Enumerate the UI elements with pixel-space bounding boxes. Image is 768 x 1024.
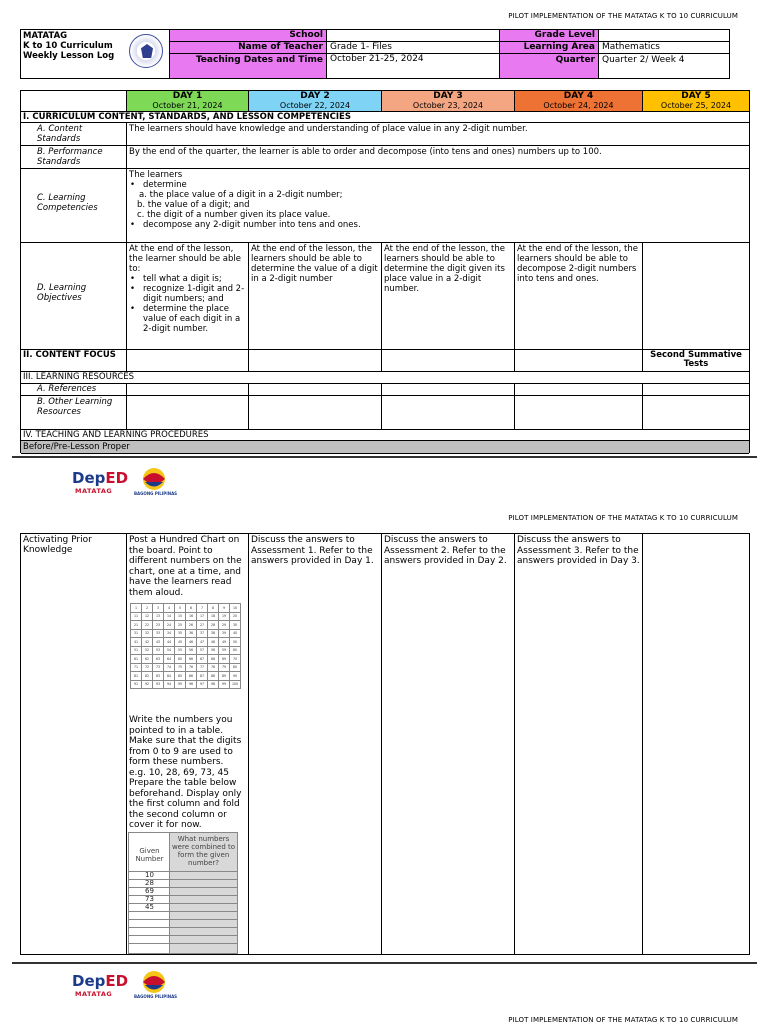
bagong-pilipinas-icon: [136, 465, 172, 491]
day5-header: DAY 5 October 25, 2024: [643, 91, 749, 112]
given-number-value: 69: [145, 887, 154, 895]
day2-header: DAY 2 October 22, 2024: [249, 91, 382, 112]
competencies-label: C. Learning Competencies: [21, 169, 127, 243]
objectives-day3: At the end of the lesson, the learners should be able to determine the digit given its place value in a 2-digit number.: [382, 243, 515, 350]
competencies-text: The learners • determine a. the place value of a digit in a 2-digit number; b. the value of a digit; and c. the digit of a number given its place value. • decompose any 2-digit number into tens and ones.: [127, 169, 749, 243]
pilot-note-3: PILOT IMPLEMENTATION OF THE MATATAG K TO 10 CURRICULUM: [508, 1016, 738, 1024]
given-number-value: 28: [145, 879, 154, 887]
performance-standards-label: B. Performance Standards: [21, 146, 127, 169]
pilot-note-2: PILOT IMPLEMENTATION OF THE MATATAG K TO 10 CURRICULUM: [508, 514, 738, 522]
dates-value: October 21-25, 2024: [330, 54, 424, 64]
apk-day4: Discuss the answers to Assessment 3. Refer to the answers provided in Day 3.: [515, 534, 643, 955]
apk-day3: Discuss the answers to Assessment 2. Refer to the answers provided in Day 2.: [382, 534, 515, 955]
footer-rule: [12, 456, 757, 458]
quarter-label: Quarter: [499, 54, 599, 78]
grade-value: [599, 30, 729, 42]
objectives-label: D. Learning Objectives: [21, 243, 127, 350]
teacher-value: Grade 1- Files: [327, 42, 499, 54]
given-number-value: 73: [145, 895, 154, 903]
performance-standards-text: By the end of the quarter, the learner is able to order and decompose (into tens and ones) numbers up to 100.: [127, 146, 749, 169]
content-focus-label: II. CONTENT FOCUS: [21, 350, 127, 372]
teacher-label: Name of Teacher: [169, 42, 327, 54]
bagong-pilipinas-icon: [136, 968, 172, 994]
deped-matatag-logo: DepED MATATAG BAGONG PILIPINAS: [72, 463, 192, 499]
grade-label: Grade Level: [499, 30, 599, 42]
deped-matatag-logo-2: DepED MATATAG BAGONG PILIPINAS: [72, 966, 192, 1002]
references-label: A. References: [21, 384, 127, 396]
objectives-day5: [643, 243, 749, 350]
before-lesson-row: Before/Pre-Lesson Proper: [21, 441, 749, 454]
area-label: Learning Area: [499, 42, 599, 54]
deped-wordmark: DepED: [72, 469, 129, 487]
school-value: [327, 30, 499, 42]
deped-seal-icon: [129, 34, 163, 68]
given-number-value: 10: [145, 871, 154, 879]
day5-content-focus: Second Summative Tests: [643, 350, 749, 372]
dates-label: Teaching Dates and Time: [169, 54, 327, 78]
given-number-table-image: Given Number What numbers were combined to form the given number? 10 28 69 73 45: [128, 832, 238, 954]
day3-header: DAY 3 October 23, 2024: [382, 91, 515, 112]
area-value: Mathematics: [599, 42, 729, 54]
content-standards-label: A. Content Standards: [21, 123, 127, 146]
pilot-note: PILOT IMPLEMENTATION OF THE MATATAG K TO 10 CURRICULUM: [508, 12, 738, 20]
quarter-value: Quarter 2/ Week 4: [602, 55, 685, 65]
lesson-log-table: [20, 90, 750, 453]
day1-header: DAY 1 October 21, 2024: [127, 91, 249, 112]
content-standards-text: The learners should have knowledge and understanding of place value in any 2-digit number.: [127, 123, 749, 146]
objectives-day2: At the end of the lesson, the learners should be able to determine the value of a digit in a 2-digit number: [249, 243, 382, 350]
hundred-chart-image: 1 2 3 4 5 6 7 8 9 10 11 12 13 14 15 16 17 18 19 20 21 22 23 24 25 26 27 28 29 30 31 32 33 34 35 36 37 38 39 40 41 42 43 44 45 46 47 48 49 50 51 52 53 54 55 56 57 58 59 60 61 62 63 64 65 66 67 68 69 70 71 72 73 74 75 76 77 78 79 80 81 82 83 84 85 86 87 88 89 90 91 92 93 94 95 96 97 98 99 100: [130, 603, 241, 689]
deped-wordmark: DepED: [72, 972, 129, 990]
section-4-heading: IV. TEACHING AND LEARNING PROCEDURES: [21, 430, 749, 441]
school-label: School: [169, 30, 327, 42]
objectives-day4: At the end of the lesson, the learners should be able to decompose 2-digit numbers into tens and ones.: [515, 243, 643, 350]
footer-rule-2: [12, 962, 757, 964]
section-1-heading: I. CURRICULUM CONTENT, STANDARDS, AND LESSON COMPETENCIES: [21, 112, 749, 123]
given-number-value: 45: [145, 903, 154, 911]
apk-day2: Discuss the answers to Assessment 1. Refer to the answers provided in Day 1.: [249, 534, 382, 955]
corner-cell: [21, 91, 127, 112]
objectives-day1: At the end of the lesson, the learner should be able to: • tell what a digit is; • recognize 1-digit and 2-digit numbers; and • determine the place value of each digit in a 2-digit number.: [127, 243, 249, 350]
header-title: MATATAG K to 10 Curriculum Weekly Lesson Log: [23, 31, 115, 61]
other-resources-label: B. Other Learning Resources: [21, 396, 127, 430]
day4-header: DAY 4 October 24, 2024: [515, 91, 643, 112]
header-block: [20, 29, 730, 79]
apk-day1: Post a Hundred Chart on the board. Point to different numbers on the chart, one at a time, and have the learners read them aloud. Write the numbers you pointed to in a table. Make sure that the digits from 0 to 9 are used to form these numbers. e.g. 10, 28, 69, 73, 45 Prepare the table below beforehand. Display only the first column and fold the second column or cover it for now.: [127, 534, 249, 955]
section-3-heading: III. LEARNING RESOURCES: [21, 372, 749, 384]
apk-label: Activating Prior Knowledge: [21, 534, 127, 955]
apk-day5: [643, 534, 749, 955]
